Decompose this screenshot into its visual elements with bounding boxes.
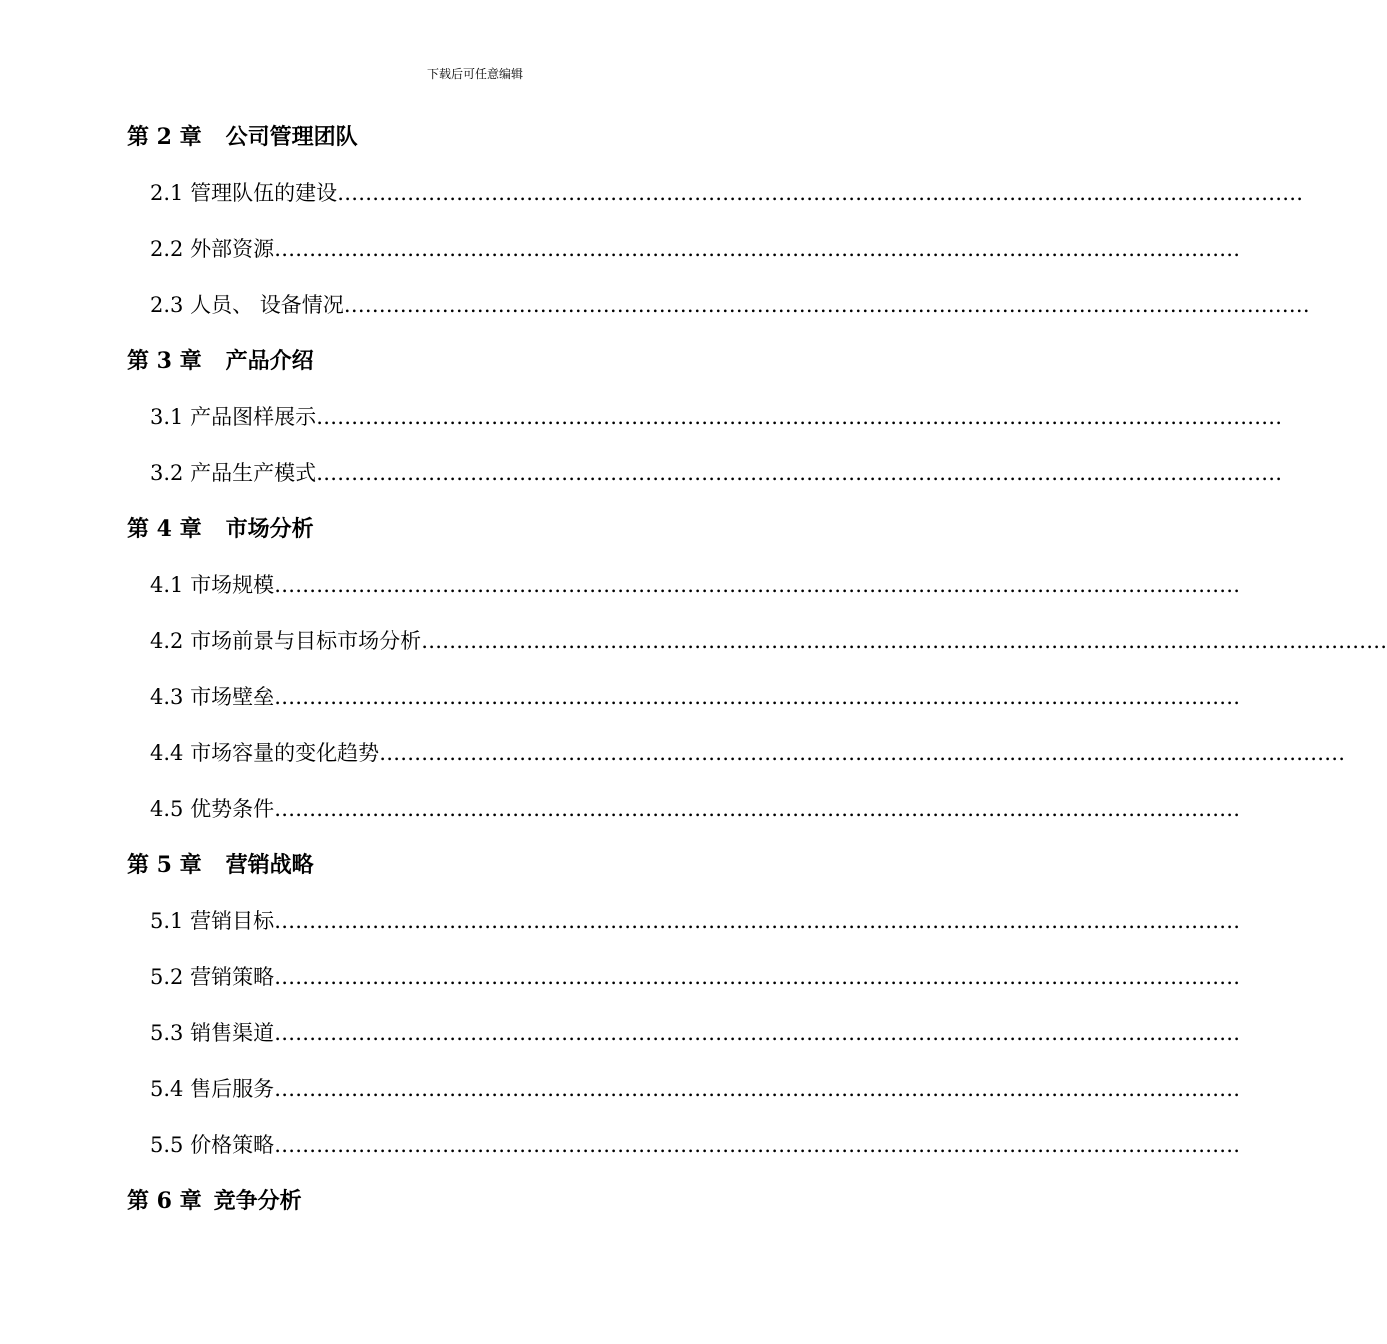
dot-leader: …………………………………………………………………………………………………………………………	[274, 1077, 1241, 1101]
chapter-title: 市场分析	[225, 516, 314, 542]
toc-entry[interactable]	[150, 402, 1283, 432]
dot-leader: …………………………………………………………………………………………………………………………	[274, 1021, 1241, 1045]
chapter-number: 第 4 章	[127, 516, 202, 542]
toc-entry[interactable]	[150, 1074, 1241, 1104]
toc-entry[interactable]	[150, 290, 1310, 320]
entry-label: 2.3 人员、 设备情况	[150, 293, 344, 317]
toc-chapter[interactable]	[127, 1186, 527, 1216]
toc-entry[interactable]	[150, 794, 1241, 824]
toc-chapter[interactable]	[127, 122, 527, 152]
dot-leader: …………………………………………………………………………………………………………………………	[343, 293, 1310, 317]
dot-leader: …………………………………………………………………………………………………………………………	[316, 461, 1283, 485]
entry-label: 4.2 市场前景与目标市场分析	[150, 629, 422, 653]
chapter-number: 第 6 章	[127, 1188, 202, 1214]
toc-entry[interactable]	[150, 738, 1346, 768]
toc-entry[interactable]	[150, 626, 1387, 656]
chapter-number: 第 3 章	[127, 348, 202, 374]
toc-entry[interactable]	[150, 178, 1304, 208]
dot-leader: …………………………………………………………………………………………………………………………	[274, 797, 1241, 821]
toc-chapter[interactable]	[127, 514, 527, 544]
toc-entry[interactable]	[150, 1018, 1241, 1048]
toc-entry[interactable]	[150, 962, 1241, 992]
entry-label: 5.1 营销目标	[150, 909, 275, 933]
chapter-number: 第 2 章	[127, 124, 202, 150]
entry-label: 5.4 售后服务	[150, 1077, 275, 1101]
dot-leader: …………………………………………………………………………………………………………………………	[274, 237, 1241, 261]
toc-chapter[interactable]	[127, 346, 527, 376]
entry-label: 4.5 优势条件	[150, 797, 275, 821]
entry-label: 4.4 市场容量的变化趋势	[150, 741, 380, 765]
toc-entry[interactable]	[150, 906, 1241, 936]
entry-label: 4.3 市场壁垒	[150, 685, 275, 709]
dot-leader: …………………………………………………………………………………………………………………………	[337, 181, 1304, 205]
entry-label: 2.1 管理队伍的建设	[150, 181, 338, 205]
dot-leader: …………………………………………………………………………………………………………………………	[274, 909, 1241, 933]
toc-entry[interactable]	[150, 682, 1241, 712]
entry-label: 5.5 价格策略	[150, 1133, 275, 1157]
entry-label: 2.2 外部资源	[150, 237, 275, 261]
toc-entry[interactable]	[150, 570, 1241, 600]
dot-leader: …………………………………………………………………………………………………………………………	[379, 741, 1346, 765]
chapter-number: 第 5 章	[127, 852, 202, 878]
entry-label: 5.3 销售渠道	[150, 1021, 275, 1045]
toc-entry[interactable]	[150, 1130, 1241, 1160]
chapter-title: 公司管理团队	[225, 124, 358, 150]
entry-label: 5.2 营销策略	[150, 965, 275, 989]
dot-leader: …………………………………………………………………………………………………………………………	[421, 629, 1387, 653]
dot-leader: …………………………………………………………………………………………………………………………	[274, 965, 1241, 989]
entry-label: 3.2 产品生产模式	[150, 461, 317, 485]
entry-label: 4.1 市场规模	[150, 573, 275, 597]
chapter-title: 营销战略	[225, 852, 314, 878]
toc-entry[interactable]	[150, 234, 1241, 264]
chapter-title: 竞争分析	[213, 1188, 302, 1214]
toc-chapter[interactable]	[127, 850, 527, 880]
dot-leader: …………………………………………………………………………………………………………………………	[316, 405, 1283, 429]
chapter-title: 产品介绍	[225, 348, 314, 374]
dot-leader: …………………………………………………………………………………………………………………………	[274, 573, 1241, 597]
toc-entry[interactable]	[150, 458, 1283, 488]
dot-leader: …………………………………………………………………………………………………………………………	[274, 685, 1241, 709]
entry-label: 3.1 产品图样展示	[150, 405, 317, 429]
dot-leader: …………………………………………………………………………………………………………………………	[274, 1133, 1241, 1157]
page-header: 下载后可任意编辑	[426, 67, 523, 81]
